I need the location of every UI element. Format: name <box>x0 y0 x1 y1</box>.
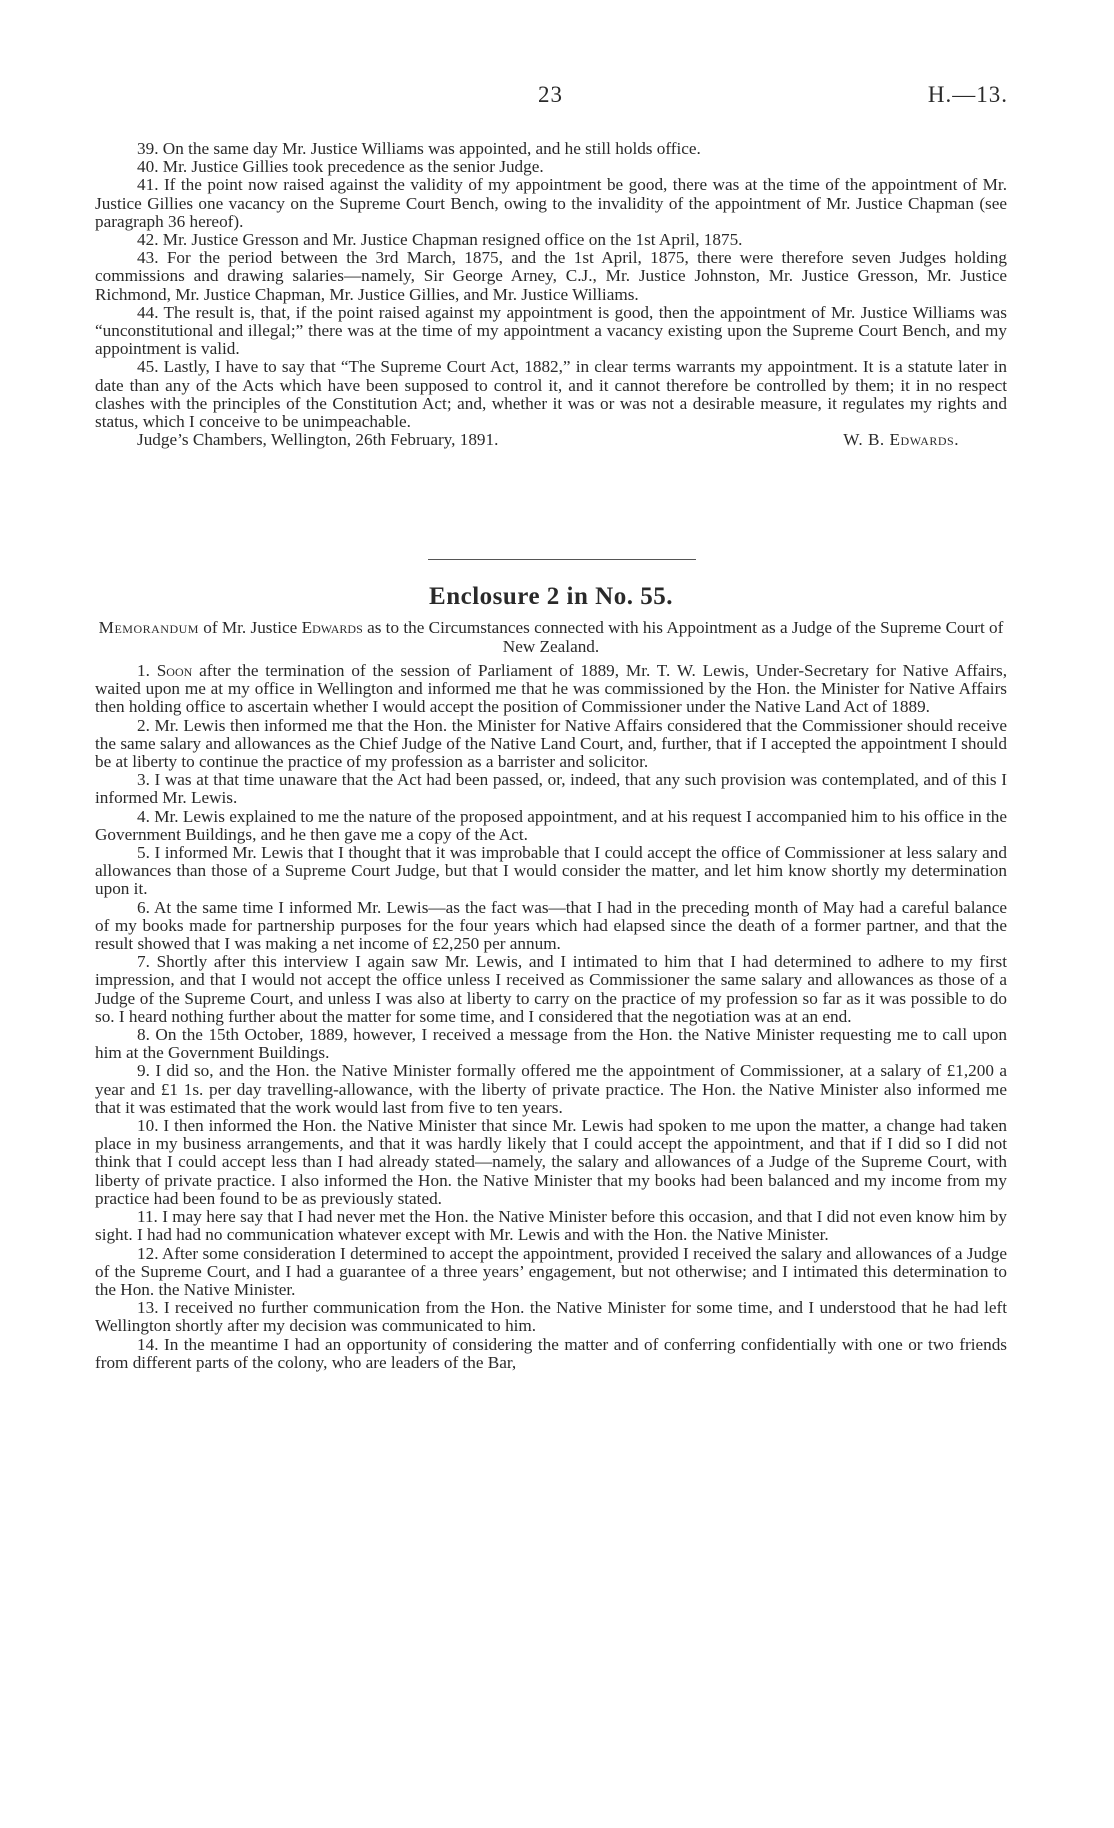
signoff-place: Judge’s Chambers, Wellington, 26th February, 1891. <box>137 430 499 450</box>
paragraph-40: 40. Mr. Justice Gillies took precedence as the senior Judge. <box>137 157 544 177</box>
paragraph-45: 45. Lastly, I have to say that “The Supreme Court Act, 1882,” in clear terms warrants my appointment. It is a statute later in date than any of the Acts which have been supposed to control it, and it cannot therefore be controlled by them; it in no respect clashes with the principles of the Constitution Act; and, whether it was or was not a desirable measure, it regulates my rights and status, which I conceive to be unimpeachable. <box>95 357 1007 432</box>
paragraph-41: 41. If the point now raised against the validity of my appointment be good, there was at the time of the appointment of Mr. Justice Gillies one vacancy on the Supreme Court Bench, owing to the invalidity of the appointment of Mr. Justice Chapman (see paragraph 36 hereof). <box>95 175 1007 231</box>
memo-paragraph-7: 7. Shortly after this interview I again saw Mr. Lewis, and I intimated to him that I had determined to adhere to my first impression, and that I would not accept the office unless I received as Commissioner the same salary and allowances as those of a Judge of the Supreme Court, and unless I was also at liberty to carry on the practice of my profession so far as it was possible to do so. I heard nothing further about the matter for some time, and I considered that the negotiation was at an end. <box>95 952 1007 1026</box>
memorandum-title-part-1: of Mr. Justice <box>203 618 298 637</box>
paragraph-43: 43. For the period between the 3rd March, 1875, and the 1st April, 1875, there were therefore seven Judges holding commissions and drawing salaries—namely, Sir George Arney, C.J., Mr. Justice Johnston, Mr. Justice Gresson, Mr. Justice Richmond, Mr. Justice Chapman, Mr. Justice Gillies, and Mr. Justice Williams. <box>95 248 1007 304</box>
memorandum-title <box>95 618 1007 656</box>
paragraph-42: 42. Mr. Justice Gresson and Mr. Justice Chapman resigned office on the 1st April, 1875. <box>137 230 743 250</box>
memorandum-title-part-2: as to the Circumstances connected with his Appointment as a Judge of the Supreme Court of New Zealand. <box>367 618 1004 656</box>
enclosure-section <box>95 582 1007 1372</box>
paragraph-39: 39. On the same day Mr. Justice Williams was appointed, and he still holds office. <box>137 139 701 158</box>
memo-paragraph-1-text: after the termination of the session of Parliament of 1889, Mr. T. W. Lewis, Under-Secretary for Native Affairs, waited upon me at my office in Wellington and informed me that he was commissioned by the Hon. the Minister for Native Affairs then holding office to ascertain whether I would accept the position of Commissioner under the Native Land Act of 1889. <box>95 661 1008 717</box>
memo-paragraph-3: 3. I was at that time unaware that the Act had been passed, or, indeed, that any such provision was contemplated, and of this I informed Mr. Lewis. <box>95 770 1007 808</box>
judgment-continuation <box>95 140 1007 449</box>
signoff <box>95 431 1007 449</box>
memo-paragraph-6: 6. At the same time I informed Mr. Lewis—as the fact was—that I had in the preceding month of May had a careful balance of my books made for partnership purposes for the four years which had elapsed since the death of a former partner, and that the result showed that I was making a net income of £2,250 per annum. <box>95 897 1007 954</box>
memorandum-word: Memorandum <box>98 618 199 637</box>
memo-paragraph-14: 14. In the meantime I had an opportunity of considering the matter and of conferring confidentially with one or two friends from different parts of the colony, who are leaders of the Bar, <box>95 1334 1007 1372</box>
signoff-name: W. B. Edwards. <box>843 430 959 450</box>
page-number: 23 <box>538 82 563 107</box>
memo-paragraph-11: 11. I may here say that I had never met the Hon. the Native Minister before this occasion, and that I did not even know him by sight. I had had no communication whatever except with Mr. Lewis and with the Hon. the Native Minister. <box>95 1207 1007 1245</box>
paragraph-44: 44. The result is, that, if the point raised against my appointment is good, then the appointment of Mr. Justice Williams was “unconstitutional and illegal;” there was at the time of my appointment a vacancy existing upon the Supreme Court Bench, and my appointment is valid. <box>95 302 1007 359</box>
memo-paragraph-5: 5. I informed Mr. Lewis that I thought that it was improbable that I could accept the office of Commissioner at less salary and allowances than those of a Supreme Court Judge, but that I would consider the matter, and let him know shortly my determination upon it. <box>95 843 1007 899</box>
memo-paragraph-8: 8. On the 15th October, 1889, however, I received a message from the Hon. the Native Minister requesting me to call upon him at the Government Buildings. <box>95 1025 1007 1063</box>
page-header <box>0 82 1114 116</box>
enclosure-title: Enclosure 2 in No. 55. <box>429 583 673 610</box>
memo-paragraph-13: 13. I received no further communication from the Hon. the Native Minister for some time, and I understood that he had left Wellington shortly after my decision was communicated to him. <box>95 1298 1007 1336</box>
document-code: H.—13. <box>927 82 1008 107</box>
memo-paragraph-1 <box>95 662 1007 717</box>
memorandum-judge-name: Edwards <box>301 618 363 637</box>
memo-paragraph-1-number: 1. <box>137 661 150 680</box>
memo-paragraph-9: 9. I did so, and the Hon. the Native Minister formally offered me the appointment of Commissioner, at a salary of £1,200 a year and £1 1s. per day travelling-allowance, with the liberty of private practice. The Hon. the Native Minister also informed me that it was estimated that the work would last from five to ten years. <box>95 1061 1007 1117</box>
memo-paragraph-1-lead: Soon <box>156 661 193 680</box>
section-divider <box>428 559 696 560</box>
memo-paragraph-4: 4. Mr. Lewis explained to me the nature of the proposed appointment, and at his request I accompanied him to his office in the Government Buildings, and he then gave me a copy of the Act. <box>95 806 1007 844</box>
memo-paragraph-12: 12. After some consideration I determined to accept the appointment, provided I received the salary and allowances of a Judge of the Supreme Court, and I had a guarantee of a three years’ engagement, but not otherwise; and I intimated this determination to the Hon. the Native Minister. <box>95 1243 1007 1299</box>
memo-paragraph-2: 2. Mr. Lewis then informed me that the Hon. the Minister for Native Affairs considered that the Commissioner should receive the same salary and allowances as the Chief Judge of the Native Land Court, and, further, that if I accepted the appointment I should be at liberty to continue the practice of my profession as a barrister and solicitor. <box>95 715 1007 772</box>
memo-paragraph-10: 10. I then informed the Hon. the Native Minister that since Mr. Lewis had spoken to me upon the matter, a change had taken place in my business arrangements, and that it was hardly likely that I could accept the appointment, and that if I did so I did not think that I could accept less than I had already stated—namely, the salary and allowances of a Judge of the Supreme Court, with liberty of private practice. I also informed the Hon. the Native Minister that my books had been balanced and my income from my practice had been found to be as previously stated. <box>95 1116 1007 1208</box>
